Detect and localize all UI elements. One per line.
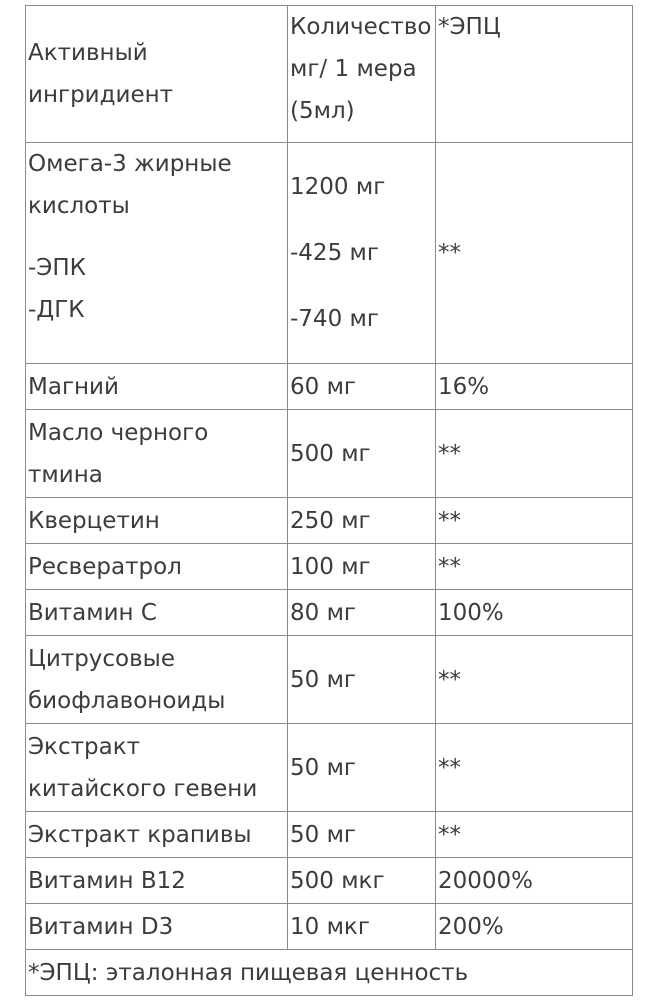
dv-cell: ** [436, 544, 633, 590]
ingredient-cell [26, 724, 288, 812]
table-row [26, 498, 633, 544]
ingredient-cell: Витамин D3 [26, 904, 288, 950]
omega-amount [288, 143, 436, 364]
table-row [26, 544, 633, 590]
dv-cell: ** [436, 636, 633, 724]
amount-cell: 100 мг [288, 544, 436, 590]
omega-amount-dha: -740 мг [290, 306, 379, 332]
amount-cell: 60 мг [288, 364, 436, 410]
ingredient-cell: Витамин В12 [26, 858, 288, 904]
header-ingredient-line-2: ингридиент [28, 82, 174, 108]
dv-cell: ** [436, 410, 633, 498]
header-ingredient [26, 6, 288, 143]
header-amount-line-3: (5мл) [290, 98, 355, 124]
ingredient-cell: Витамин С [26, 590, 288, 636]
omega-spacer [28, 227, 285, 247]
header-amount-line-2: мг/ 1 мера [290, 56, 417, 82]
table-row [26, 724, 633, 812]
dv-cell: 100% [436, 590, 633, 636]
dv-cell: 20000% [436, 858, 633, 904]
table-row [26, 364, 633, 410]
dv-cell: 200% [436, 904, 633, 950]
omega-name-line-2: кислоты [28, 193, 130, 219]
omega-amount-total: 1200 мг [290, 174, 386, 200]
footnote: *ЭПЦ: эталонная пищевая ценность [26, 950, 633, 996]
table-row [26, 410, 633, 498]
omega-amount-epa: -425 мг [290, 240, 379, 266]
ingredient-cell: Экстракт крапивы [26, 812, 288, 858]
amount-cell: 500 мкг [288, 858, 436, 904]
header-dv: *ЭПЦ [436, 6, 633, 143]
footnote-row [26, 950, 633, 996]
ingredient-cell [26, 636, 288, 724]
table-row [26, 812, 633, 858]
ingredient-line: тмина [28, 461, 103, 488]
ingredient-cell: Кверцетин [26, 498, 288, 544]
ingredient-line: китайского гевени [28, 775, 258, 802]
ingredient-line: биофлавоноиды [28, 687, 226, 714]
table-row [26, 636, 633, 724]
table-row [26, 590, 633, 636]
ingredient-cell [26, 410, 288, 498]
ingredient-cell: Магний [26, 364, 288, 410]
amount-cell: 10 мкг [288, 904, 436, 950]
amount-cell: 50 мг [288, 724, 436, 812]
amount-cell: 500 мг [288, 410, 436, 498]
dv-cell: 16% [436, 364, 633, 410]
amount-cell: 80 мг [288, 590, 436, 636]
omega-name-line-1: Омега-3 жирные [28, 151, 232, 177]
ingredient-line: Экстракт [28, 733, 140, 760]
table-row [26, 904, 633, 950]
dv-cell: ** [436, 812, 633, 858]
header-ingredient-line-1: Активный [28, 40, 148, 66]
nutrient-table [25, 5, 633, 996]
header-row [26, 6, 633, 143]
amount-cell: 250 мг [288, 498, 436, 544]
dv-cell: ** [436, 724, 633, 812]
omega-row [26, 143, 633, 364]
ingredient-line: Цитрусовые [28, 645, 175, 672]
table-row [26, 858, 633, 904]
omega-ingredient [26, 143, 288, 364]
amount-cell: 50 мг [288, 636, 436, 724]
amount-cell: 50 мг [288, 812, 436, 858]
dv-cell: ** [436, 498, 633, 544]
header-amount-line-1: Количество [290, 14, 432, 40]
ingredient-line: Масло черного [28, 419, 209, 446]
ingredient-cell: Ресвератрол [26, 544, 288, 590]
omega-sub-epa: -ЭПК [28, 255, 86, 281]
header-amount [288, 6, 436, 143]
omega-sub-dha: -ДГК [28, 297, 85, 323]
omega-dv: ** [436, 143, 633, 364]
